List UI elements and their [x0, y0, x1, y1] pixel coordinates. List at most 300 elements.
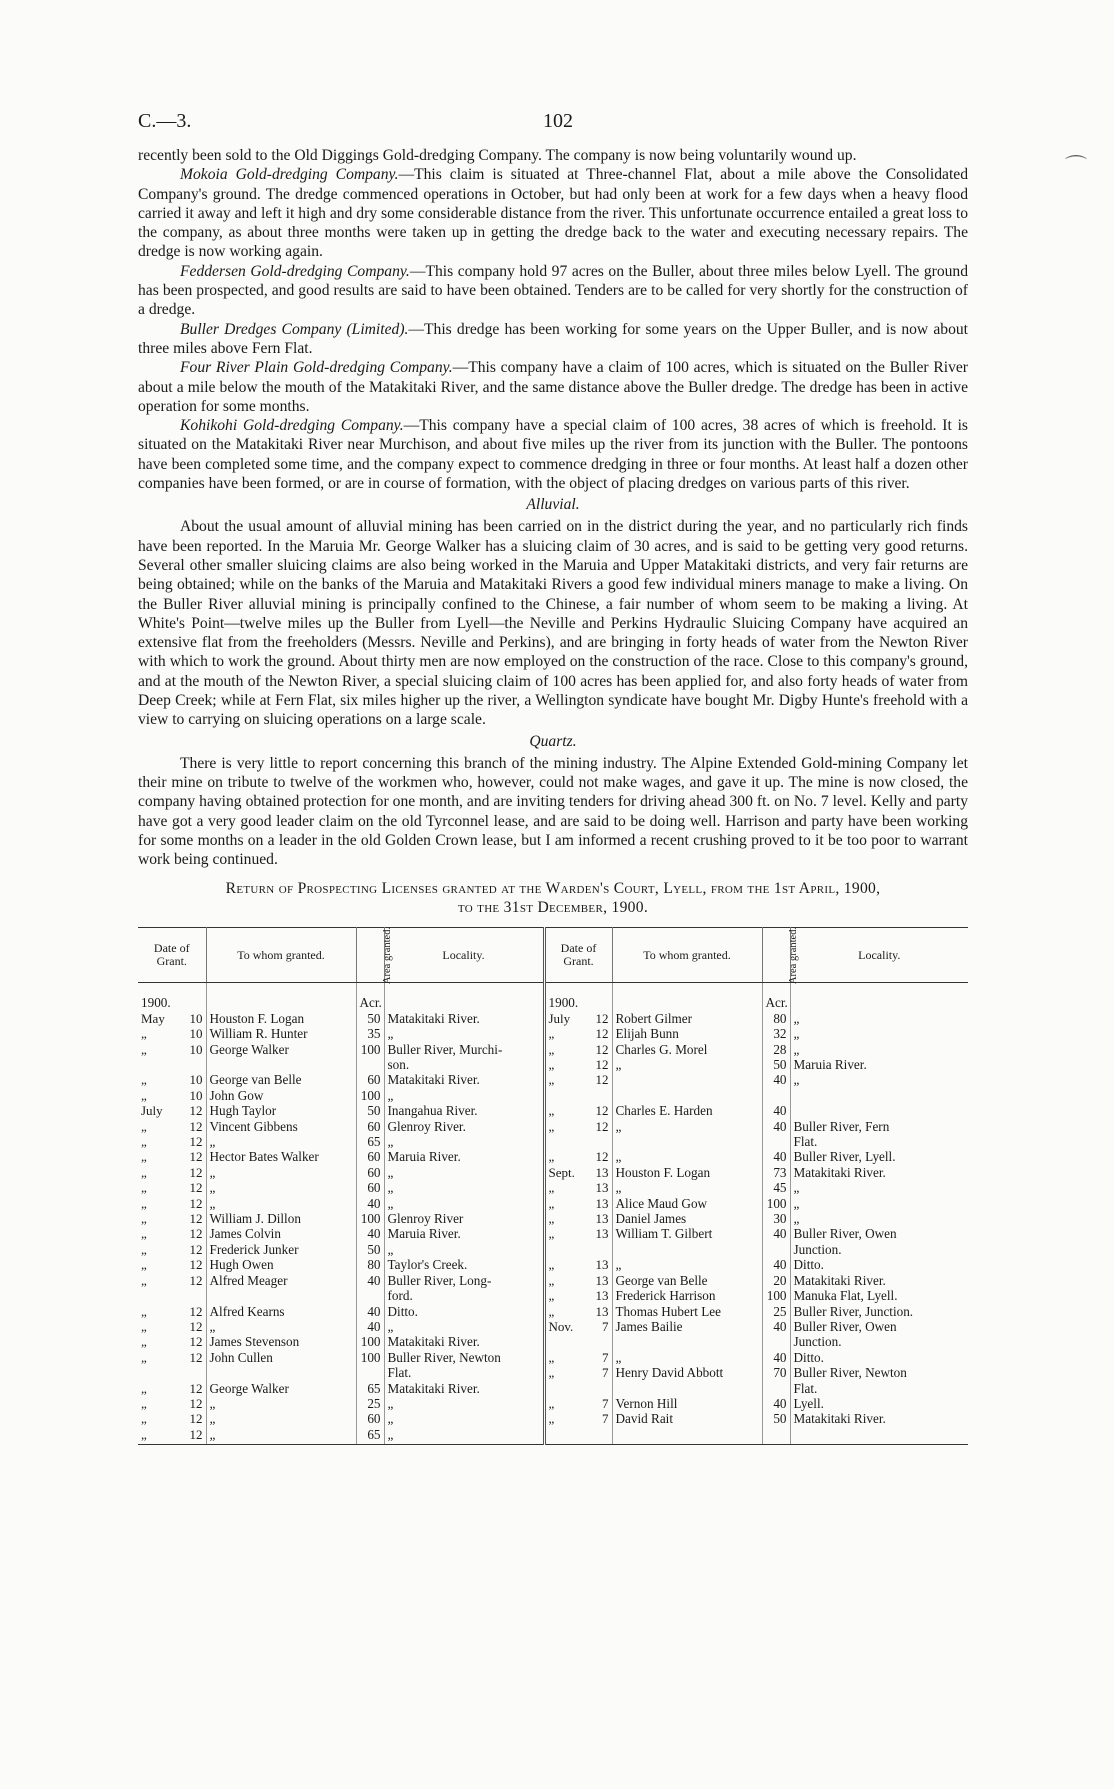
grant-month: „: [548, 1411, 555, 1427]
grant-month: „: [141, 1426, 147, 1442]
table-row: [138, 1242, 968, 1257]
grant-date: [138, 1149, 206, 1164]
locality: Maruia River.: [384, 1226, 544, 1241]
locality: Matakitaki River.: [384, 1011, 544, 1026]
paragraph-text: —This company have a special claim of 100 acres, 38 acres of which is freehold. It is situated on the Matakitaki River near Murchison, and about five miles up the river from its junction with the Buller. The pontoons have been completed some time, and the company expect to commence dredging in three or four months. At least half a dozen other companies have been formed, or are in course of formation, with the object of placing dredges on various parts of this river.: [138, 417, 968, 493]
grant-day: 12: [189, 1149, 203, 1165]
body-text: [138, 146, 968, 869]
area-acres: 40: [356, 1196, 384, 1211]
grant-date: [138, 1242, 206, 1257]
grant-day: 12: [189, 1411, 203, 1427]
grantee-name: Frederick Harrison: [612, 1288, 762, 1303]
grant-date: [138, 1134, 206, 1149]
table-row: [138, 1319, 968, 1334]
grant-date: [544, 1042, 612, 1057]
table-row: [138, 1042, 968, 1057]
header-area-left: Area granted.: [356, 928, 384, 983]
locality: „: [384, 1088, 544, 1103]
locality: „: [384, 1196, 544, 1211]
area-acres: 80: [356, 1257, 384, 1272]
area-acres: 40: [762, 1149, 790, 1164]
locality: [790, 1427, 968, 1445]
grant-day: 12: [189, 1272, 203, 1288]
grant-month: „: [548, 1195, 555, 1211]
grantee-name: Vernon Hill: [612, 1396, 762, 1411]
area-acres: 100: [356, 1211, 384, 1226]
grant-month: „: [141, 1303, 147, 1319]
locality: „: [384, 1134, 544, 1149]
grant-date: [544, 1119, 612, 1134]
area-acres: 100: [762, 1288, 790, 1303]
grantee-name: „: [206, 1134, 356, 1149]
locality: Ditto.: [793, 1257, 824, 1273]
grant-day: 13: [595, 1303, 609, 1319]
grantee-name: [612, 1334, 762, 1349]
acres-unit-left: Acr.: [356, 983, 384, 1011]
grantee-name: William R. Hunter: [206, 1026, 356, 1041]
grant-date: [544, 1288, 612, 1303]
grant-month: „: [141, 1149, 147, 1165]
grant-month: „: [548, 1288, 555, 1304]
area-acres: 60: [356, 1072, 384, 1087]
area-acres: [762, 1334, 790, 1349]
locality: ford.: [384, 1288, 544, 1303]
paragraph-text: —This claim is situated at Three-channel Flat, about a mile above the Consolidated Company's ground. The dredge commenced operations in October, but had only been at work for a few days when a heavy flood carried it away and left it high and dry some considerable distance from the river. This unfortunate occurrence entailed a great loss to the company, as about three months were taken up in getting the dredge back to the water and executing necessary repairs. The dredge is now working again.: [138, 166, 968, 261]
area-acres: 50: [762, 1411, 790, 1426]
grant-day: 10: [189, 1010, 203, 1026]
locality: „: [793, 1211, 800, 1227]
grant-day: 12: [189, 1103, 203, 1119]
table-row: [138, 1350, 968, 1365]
locality: Buller River, Owen: [793, 1226, 897, 1242]
paragraph: [138, 165, 968, 261]
area-acres: 45: [762, 1180, 790, 1195]
grantee-name: „: [206, 1180, 356, 1195]
grantee-name: [612, 1072, 762, 1087]
grant-date: [544, 1381, 612, 1396]
grant-day: 12: [189, 1180, 203, 1196]
grant-month: „: [548, 1257, 555, 1273]
grant-day: 13: [595, 1272, 609, 1288]
grantee-name: „: [206, 1319, 356, 1334]
grantee-name: Houston F. Logan: [206, 1011, 356, 1026]
header-locality-left: Locality.: [384, 928, 544, 983]
margin-mark: ⌒: [1065, 154, 1088, 179]
area-acres: [762, 1134, 790, 1149]
locality: „: [793, 1026, 800, 1042]
area-acres: 40: [762, 1319, 790, 1334]
area-acres: 40: [762, 1350, 790, 1365]
locality: Taylor's Creek.: [384, 1257, 544, 1272]
area-acres: 60: [356, 1180, 384, 1195]
grant-month: „: [548, 1057, 555, 1073]
company-name: Feddersen Gold-dredging Company.: [180, 262, 410, 280]
grant-date: [138, 1319, 206, 1334]
grant-day: 12: [189, 1303, 203, 1319]
area-acres: 70: [762, 1365, 790, 1380]
area-acres: 40: [356, 1273, 384, 1288]
locality: Matakitaki River.: [384, 1072, 544, 1087]
return-title: [138, 879, 968, 917]
paragraph: [138, 416, 968, 493]
locality: Buller River, Owen: [793, 1318, 897, 1334]
grant-day: 7: [602, 1349, 609, 1365]
grant-date: [138, 1365, 206, 1380]
grant-month: July: [548, 1010, 571, 1026]
grantee-name: Alice Maud Gow: [612, 1196, 762, 1211]
area-acres: [356, 1057, 384, 1072]
grantee-name: Daniel James: [612, 1211, 762, 1226]
grantee-name: [206, 1288, 356, 1303]
table-row: [138, 1273, 968, 1288]
grantee-name: [206, 1057, 356, 1072]
locality: Maruia River.: [384, 1149, 544, 1164]
grant-month: „: [141, 1257, 147, 1273]
grant-date: [544, 1396, 612, 1411]
locality: Buller River, Lyell.: [793, 1149, 896, 1165]
grantee-name: James Bailie: [612, 1319, 762, 1334]
area-acres: 65: [356, 1381, 384, 1396]
grantee-name: „: [206, 1165, 356, 1180]
grantee-name: Frederick Junker: [206, 1242, 356, 1257]
grantee-name: John Cullen: [206, 1350, 356, 1365]
locality: „: [384, 1411, 544, 1426]
grant-date: [544, 1304, 612, 1319]
grant-day: 13: [595, 1257, 609, 1273]
grantee-name: „: [206, 1196, 356, 1211]
grantee-name: David Rait: [612, 1411, 762, 1426]
locality: Junction.: [793, 1334, 842, 1350]
grantee-name: Charles G. Morel: [612, 1042, 762, 1057]
locality: „: [384, 1319, 544, 1334]
grant-day: 12: [595, 1041, 609, 1057]
running-header: [138, 110, 968, 138]
grant-day: 12: [189, 1134, 203, 1150]
grant-month: „: [141, 1180, 147, 1196]
grantee-name: Charles E. Harden: [612, 1103, 762, 1118]
grant-date: [138, 1257, 206, 1272]
area-acres: 40: [762, 1226, 790, 1241]
locality: Buller River, Fern: [793, 1118, 890, 1134]
grant-month: „: [141, 1241, 147, 1257]
locality: „: [793, 1195, 800, 1211]
grant-date: [138, 1273, 206, 1288]
return-title-line1: Return of Prospecting Licenses granted at the Warden's Court, Lyell, from the 1st April, 1900,: [225, 880, 881, 898]
table-row: [138, 1180, 968, 1195]
locality: „: [793, 1072, 800, 1088]
locality: son.: [384, 1057, 544, 1072]
area-acres: 40: [356, 1319, 384, 1334]
grant-day: 12: [189, 1164, 203, 1180]
area-acres: 20: [762, 1273, 790, 1288]
grant-month: „: [141, 1334, 147, 1350]
grant-date: [138, 1011, 206, 1026]
locality: Flat.: [793, 1380, 818, 1396]
grant-day: 13: [595, 1195, 609, 1211]
area-acres: 40: [762, 1072, 790, 1087]
grantee-name: James Stevenson: [206, 1334, 356, 1349]
grantee-name: George van Belle: [612, 1273, 762, 1288]
grantee-name: „: [612, 1149, 762, 1164]
area-acres: 60: [356, 1165, 384, 1180]
paragraph-text: —This dredge has been working for some years on the Upper Buller, and is now about three miles above Fern Flat.: [138, 320, 968, 357]
grantee-name: Elijah Bunn: [612, 1026, 762, 1041]
grant-month: July: [141, 1103, 163, 1119]
document-page: [138, 110, 968, 1445]
grant-date: [544, 1134, 612, 1149]
grantee-name: „: [206, 1396, 356, 1411]
grant-date: [138, 1334, 206, 1349]
grantee-name: [612, 1381, 762, 1396]
year-right: 1900.: [544, 983, 612, 1011]
grant-day: 12: [189, 1395, 203, 1411]
grant-date: [544, 1257, 612, 1272]
paragraph: [138, 320, 968, 359]
grant-day: 13: [595, 1211, 609, 1227]
grant-date: [138, 1057, 206, 1072]
page-number: 102: [543, 110, 573, 132]
table-row: [138, 1026, 968, 1041]
grantee-name: Alfred Meager: [206, 1273, 356, 1288]
company-name: Mokoia Gold-dredging Company.: [180, 166, 399, 184]
grantee-name: George van Belle: [206, 1072, 356, 1087]
header-name-right: To whom granted.: [612, 928, 762, 983]
table-row: [138, 1304, 968, 1319]
grant-day: 12: [595, 1057, 609, 1073]
area-acres: 32: [762, 1026, 790, 1041]
grant-day: 10: [189, 1026, 203, 1042]
grant-day: 7: [602, 1318, 609, 1334]
grant-day: 12: [595, 1118, 609, 1134]
grant-date: [138, 1119, 206, 1134]
locality: „: [384, 1242, 544, 1257]
document-reference: C.—3.: [138, 110, 192, 132]
locality: [790, 1088, 968, 1103]
grant-day: 12: [189, 1349, 203, 1365]
grant-date: [138, 1026, 206, 1041]
locality: Lyell.: [793, 1395, 824, 1411]
grant-month: Nov.: [548, 1318, 574, 1334]
grant-date: [138, 1396, 206, 1411]
grant-month: „: [141, 1318, 147, 1334]
grant-month: „: [141, 1118, 147, 1134]
table-row: [138, 1226, 968, 1241]
grantee-name: „: [612, 1350, 762, 1365]
area-acres: 40: [762, 1103, 790, 1118]
locality: Inangahua River.: [384, 1103, 544, 1118]
grantee-name: Thomas Hubert Lee: [612, 1304, 762, 1319]
grant-day: 10: [189, 1087, 203, 1103]
grant-date: [138, 1411, 206, 1426]
grant-day: 12: [189, 1380, 203, 1396]
alluvial-paragraph: About the usual amount of alluvial mining has been carried on in the district during the year, and no particularly rich finds have been reported. In the Maruia Mr. George Walker has a sluicing claim of 30 acres, and is said to be getting very good returns. Several other smaller sluicing claims are also being worked in the Maruia and Upper Matakitaki districts, and very fair returns are being obtained; while on the banks of the Maruia and Matakitaki Rivers a good few individual miners manage to make a living. On the Buller River alluvial mining is principally confined to the Chinese, a fair number of whom seem to be making a living. At White's Point—twelve miles up the Buller from Lyell—the Neville and Perkins Hydraulic Sluicing Company have acquired an extensive flat from the freeholders (Messrs. Neville and Perkins), and are bringing in forty heads of water from the Newton River with which to work the ground. About thirty men are now employed on the construction of the race. Close to this company's ground, and at the mouth of the Newton River, a special sluicing claim of 100 acres has been applied for, and also forty heads of water from Deep Creek; while at Fern Flat, six miles higher up the river, a Wellington syndicate have bought Mr. Digby Hunte's freehold with a view to carrying on sluicing operations on a large scale.: [138, 518, 968, 729]
grant-month: Sept.: [548, 1164, 575, 1180]
area-acres: 100: [356, 1042, 384, 1057]
grantee-name: „: [612, 1257, 762, 1272]
area-acres: [762, 1427, 790, 1445]
area-acres: [762, 1381, 790, 1396]
area-acres: 100: [356, 1350, 384, 1365]
grant-date: [138, 1072, 206, 1087]
paragraph-text: —This company hold 97 acres on the Buller, about three miles below Lyell. The ground has been prospected, and good results are said to have been obtained. Tenders are to be called for very shortly for the construction of a dredge.: [138, 262, 969, 319]
grant-date: [138, 1196, 206, 1211]
grant-date: [544, 1242, 612, 1257]
locality: Matakitaki River.: [384, 1381, 544, 1396]
grant-day: 13: [595, 1226, 609, 1242]
grantee-name: [612, 1242, 762, 1257]
locality: Flat.: [793, 1134, 818, 1150]
quartz-heading: Quartz.: [529, 732, 577, 750]
company-name: Kohikohi Gold-dredging Company.: [180, 417, 404, 435]
grant-date: [544, 1211, 612, 1226]
grant-day: 12: [189, 1318, 203, 1334]
grant-day: 10: [189, 1072, 203, 1088]
grant-date: [544, 1427, 612, 1445]
grant-day: 12: [189, 1195, 203, 1211]
grantee-name: „: [206, 1411, 356, 1426]
grant-date: [544, 1273, 612, 1288]
grant-day: 12: [189, 1426, 203, 1442]
alluvial-heading: Alluvial.: [526, 496, 580, 514]
area-acres: 65: [356, 1427, 384, 1445]
table-row: [138, 1011, 968, 1026]
grant-day: 7: [602, 1365, 609, 1381]
grant-day: 12: [595, 1010, 609, 1026]
quartz-paragraph: There is very little to report concerning this branch of the mining industry. The Alpine Extended Gold-mining Company let their mine on tribute to twelve of the workmen who, however, could not make wages, and gave it up. The mine is now closed, the company having obtained protection for one month, and are inviting tenders for driving ahead 300 ft. on No. 7 level. Kelly and party have got a very good leader claim on the old Tyrconnel lease, and are said to be doing well. Harrison and party have been working for some months on a leader in the old Golden Crown lease, but I am informed a recent crushing proved to it be too poor to warrant work being continued.: [138, 754, 968, 869]
dredging-paragraphs: [138, 146, 968, 493]
table-row: [138, 1411, 968, 1426]
grantee-name: James Colvin: [206, 1226, 356, 1241]
grant-month: „: [548, 1149, 555, 1165]
area-acres: 100: [356, 1088, 384, 1103]
table-year-row: [138, 983, 968, 1011]
grantee-name: Alfred Kearns: [206, 1304, 356, 1319]
header-name-left: To whom granted.: [206, 928, 356, 983]
grant-date: [138, 1165, 206, 1180]
locality: „: [793, 1010, 800, 1026]
grant-month: „: [548, 1072, 555, 1088]
area-acres: 50: [762, 1057, 790, 1072]
grant-date: [138, 1427, 206, 1445]
year-left: 1900.: [138, 983, 206, 1011]
grant-month: „: [548, 1180, 555, 1196]
grant-date: [544, 1365, 612, 1380]
area-acres: [356, 1288, 384, 1303]
table-row: [138, 1088, 968, 1103]
grant-date: [544, 1088, 612, 1103]
locality: Buller River, Newton: [384, 1350, 544, 1365]
grant-day: 13: [595, 1180, 609, 1196]
table-row: [138, 1427, 968, 1445]
grantee-name: Vincent Gibbens: [206, 1119, 356, 1134]
locality: Buller River, Long-: [384, 1273, 544, 1288]
header-locality-right: Locality.: [790, 928, 968, 983]
grant-day: 12: [189, 1118, 203, 1134]
grant-month: „: [141, 1164, 147, 1180]
grant-date: [544, 1103, 612, 1118]
grantee-name: Hugh Owen: [206, 1257, 356, 1272]
area-acres: 60: [356, 1411, 384, 1426]
grant-day: 12: [595, 1072, 609, 1088]
grant-day: 10: [189, 1041, 203, 1057]
grantee-name: Henry David Abbott: [612, 1365, 762, 1380]
grant-month: „: [548, 1365, 555, 1381]
grant-month: „: [548, 1226, 555, 1242]
area-acres: 40: [356, 1304, 384, 1319]
grant-day: 7: [602, 1395, 609, 1411]
area-acres: 25: [762, 1304, 790, 1319]
grant-date: [544, 1149, 612, 1164]
locality: Matakitaki River.: [793, 1272, 886, 1288]
area-acres: [356, 1365, 384, 1380]
locality: Buller River, Junction.: [793, 1303, 914, 1319]
locality: Matakitaki River.: [384, 1334, 544, 1349]
area-acres: [762, 1088, 790, 1103]
acres-unit-right: Acr.: [762, 983, 790, 1011]
grant-date: [138, 1042, 206, 1057]
table-row: [138, 1365, 968, 1380]
locality: „: [384, 1396, 544, 1411]
grant-month: „: [141, 1380, 147, 1396]
locality: Glenroy River.: [384, 1119, 544, 1134]
grant-day: 12: [189, 1257, 203, 1273]
grant-date: [544, 1196, 612, 1211]
locality: Buller River, Murchi-: [384, 1042, 544, 1057]
area-acres: 100: [762, 1196, 790, 1211]
table-row: [138, 1165, 968, 1180]
grant-date: [544, 1226, 612, 1241]
grant-day: 12: [595, 1026, 609, 1042]
paragraph-text: —This company have a claim of 100 acres, which is situated on the Buller River about a mile below the mouth of the Matakitaki River, and the same distance above the Buller dredge. The dredge has been in active operation for some months.: [138, 359, 968, 415]
table-row: [138, 1134, 968, 1149]
area-acres: 40: [762, 1396, 790, 1411]
grant-month: „: [548, 1103, 555, 1119]
grant-month: „: [141, 1195, 147, 1211]
grant-month: „: [141, 1272, 147, 1288]
table-row: [138, 1149, 968, 1164]
locality: Flat.: [384, 1365, 544, 1380]
grantee-name: Hector Bates Walker: [206, 1149, 356, 1164]
grant-date: [138, 1226, 206, 1241]
grantee-name: „: [612, 1119, 762, 1134]
grant-date: [544, 1319, 612, 1334]
table-header-row: [138, 928, 968, 983]
table-row: [138, 1196, 968, 1211]
area-acres: 60: [356, 1119, 384, 1134]
grant-date: [544, 1057, 612, 1072]
area-acres: 80: [762, 1011, 790, 1026]
grant-date: [138, 1304, 206, 1319]
grant-month: „: [548, 1041, 555, 1057]
area-acres: 50: [356, 1242, 384, 1257]
locality: „: [384, 1427, 544, 1445]
area-acres: 100: [356, 1334, 384, 1349]
locality: Glenroy River: [384, 1211, 544, 1226]
locality: „: [793, 1180, 800, 1196]
grant-date: [138, 1103, 206, 1118]
grant-date: [544, 1072, 612, 1087]
header-date-left: Date of Grant.: [138, 928, 206, 983]
area-acres: 40: [762, 1119, 790, 1134]
table-row: [138, 1057, 968, 1072]
grant-date: [138, 1288, 206, 1303]
locality: „: [384, 1180, 544, 1195]
grantee-name: Houston F. Logan: [612, 1165, 762, 1180]
table-row: [138, 1396, 968, 1411]
grant-month: „: [141, 1349, 147, 1365]
grant-date: [544, 1026, 612, 1041]
grant-day: 13: [595, 1288, 609, 1304]
